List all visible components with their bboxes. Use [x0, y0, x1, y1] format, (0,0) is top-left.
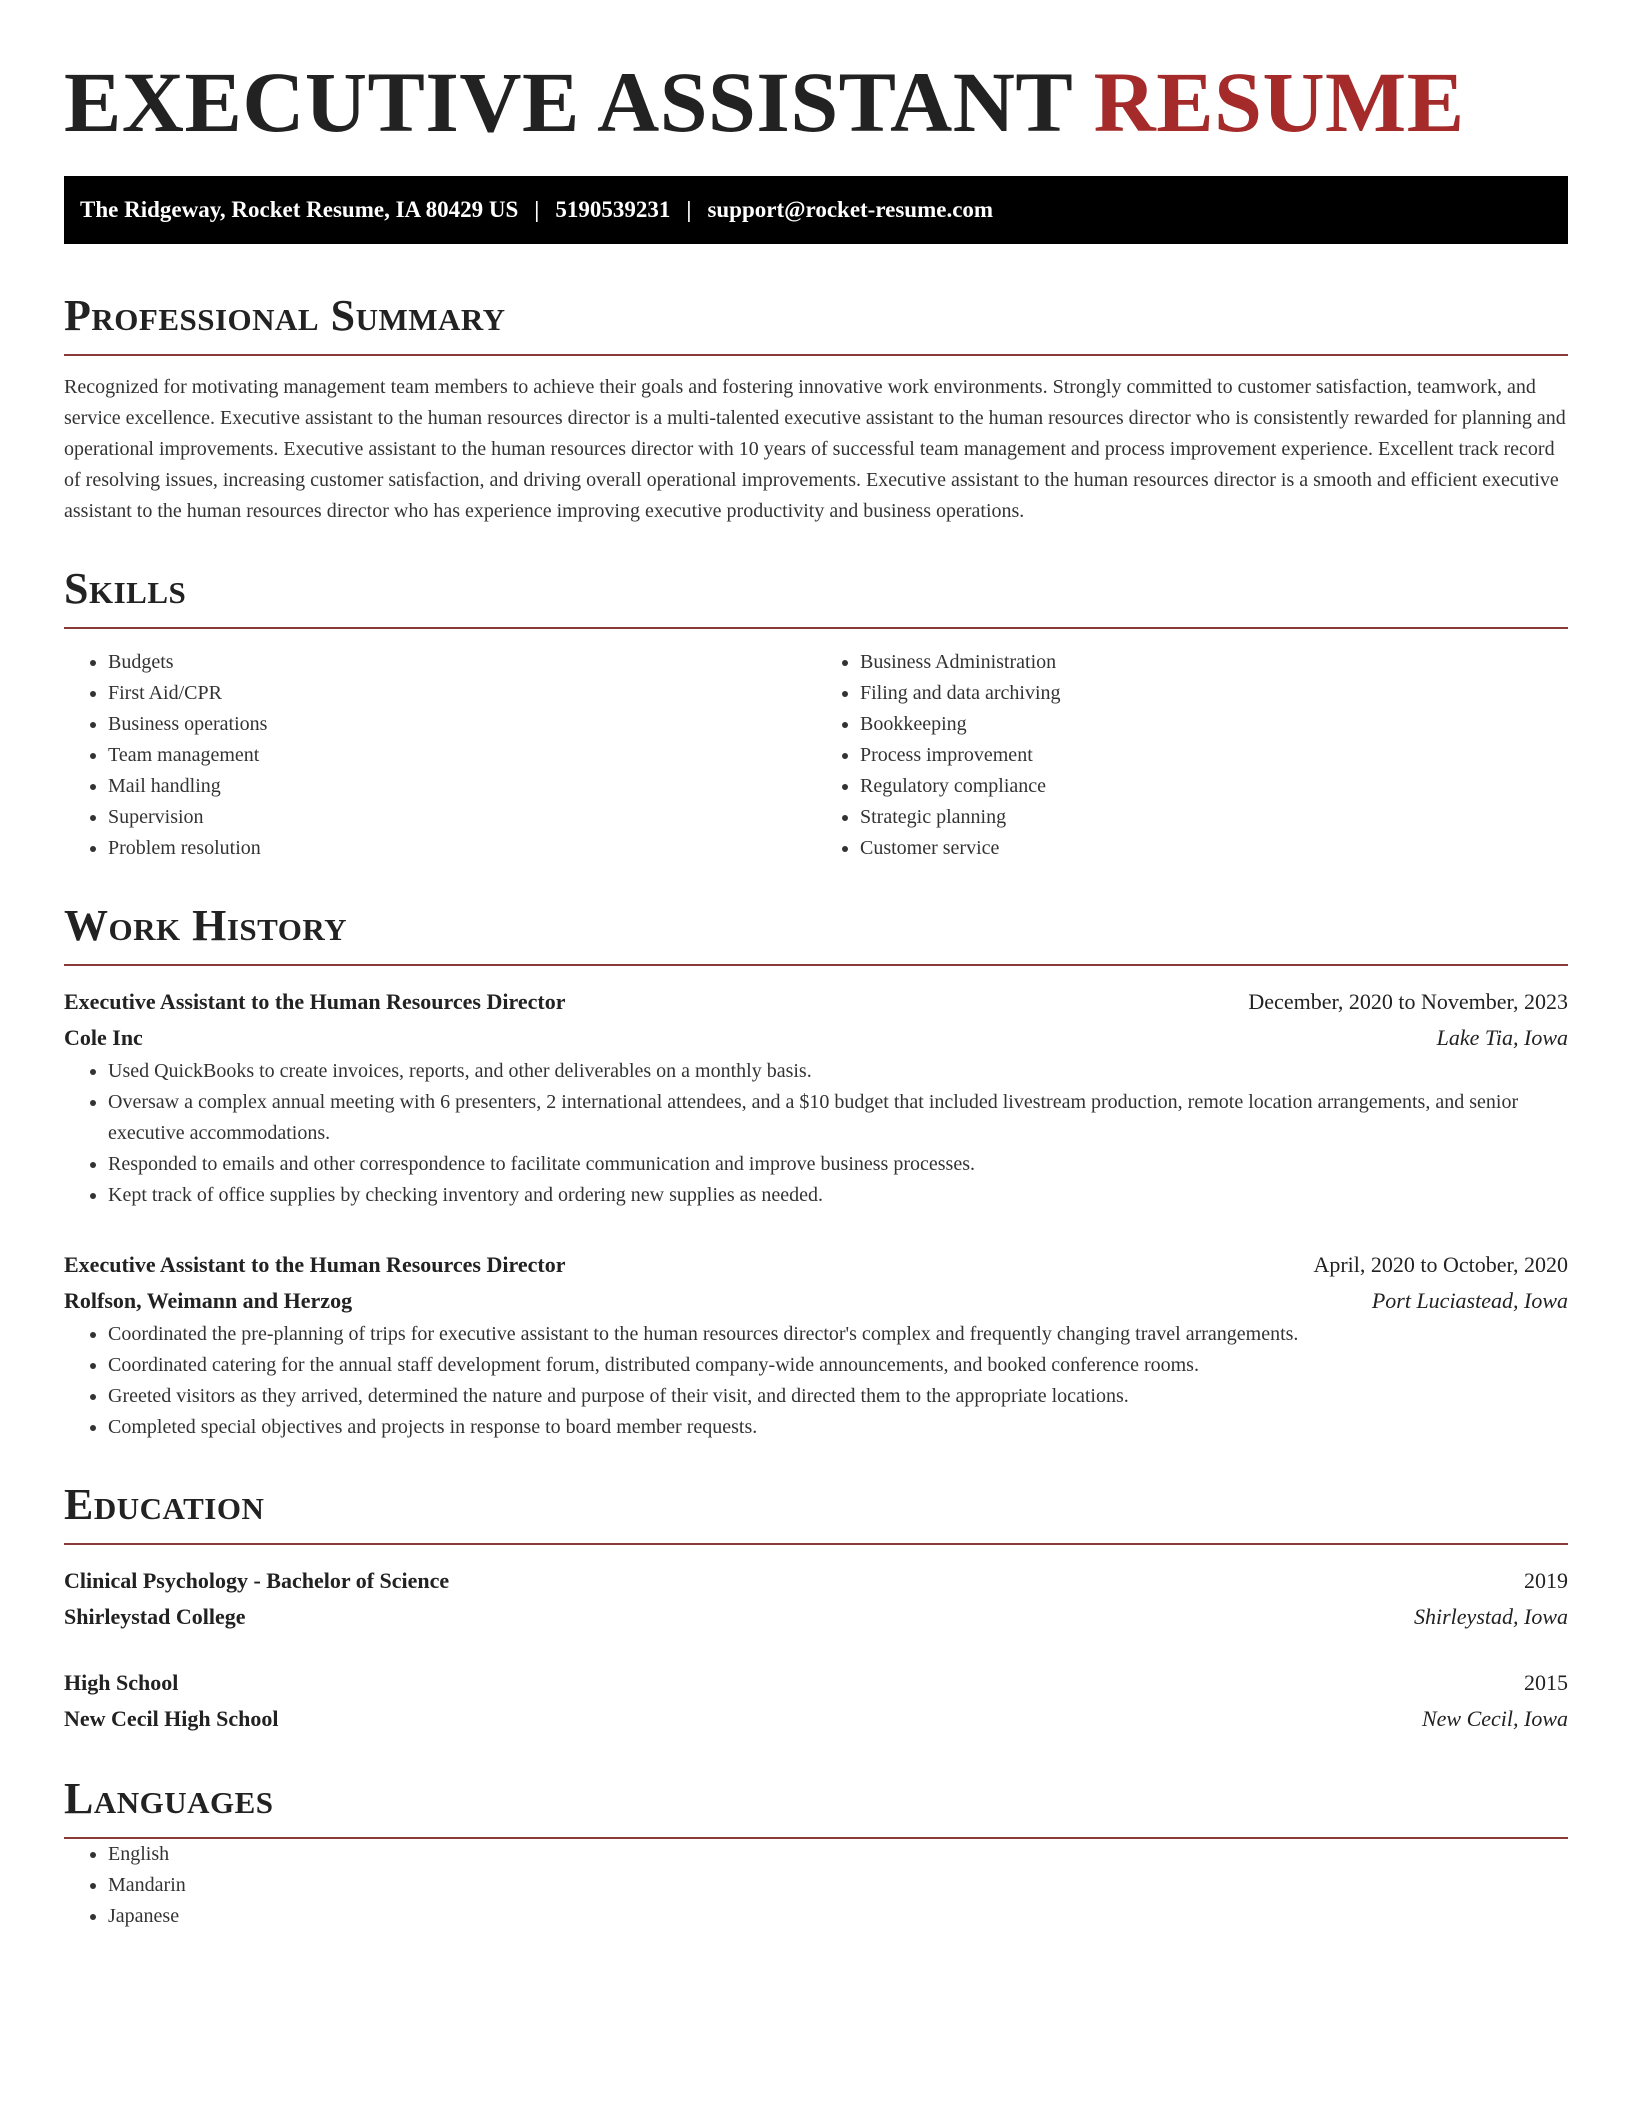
skills-column-left [64, 647, 816, 864]
job-title: Executive Assistant to the Human Resources Director [64, 1252, 566, 1277]
job-bullet: • Used QuickBooks to create invoices, reports, and other deliverables on a monthly basis. [108, 1056, 1568, 1087]
job-location: Lake Tia, Iowa [1436, 1025, 1568, 1050]
job-bullet: • Responded to emails and other correspondence to facilitate communication and improve business processes. [108, 1149, 1568, 1180]
job-bullet: • Coordinated catering for the annual staff development forum, distributed company-wide announcements, and booked conference rooms. [108, 1350, 1568, 1381]
contact-separator: | [686, 197, 692, 222]
contact-phone: 5190539231 [555, 197, 671, 222]
skills-section [64, 561, 1568, 864]
job-company: Rolfson, Weimann and Herzog [64, 1288, 353, 1313]
job-dates: December, 2020 to November, 2023 [1248, 989, 1568, 1014]
languages-section [64, 1771, 1568, 1932]
contact-bar [64, 176, 1568, 244]
education-degree-row [64, 1563, 1568, 1599]
skill-item: • Customer service [860, 833, 1568, 864]
section-heading-education: Education [64, 1477, 1568, 1545]
language-item: • Japanese [108, 1901, 1568, 1932]
job-location: Port Luciastead, Iowa [1371, 1288, 1568, 1313]
summary-text: Recognized for motivating management team members to achieve their goals and fostering innovative work environments. Strongly committed to customer satisfaction, teamwork, and service excellence. Executive assistant to the human resources director is a multi-talented executive assistant to the human resources director who is consistently rewarded for planning and operational improvements. Executive assistant to the human resources director with 10 years of successful team management and process improvement experience. Excellent track record of resolving issues, increasing customer satisfaction, and driving overall operational improvements. Executive assistant to the human resources director is a smooth and efficient executive assistant to the human resources director who has experience improving executive productivity and business operations. [64, 376, 1566, 522]
education-entry [64, 1563, 1568, 1635]
job-company: Cole Inc [64, 1025, 143, 1050]
section-heading-skills: Skills [64, 561, 1568, 629]
job-bullet-list [64, 1319, 1568, 1443]
job-bullet: • Kept track of office supplies by checking inventory and ordering new supplies as needed. [108, 1180, 1568, 1211]
resume-title [64, 0, 1568, 152]
education-school: Shirleystad College [64, 1604, 246, 1629]
skill-item: • Supervision [108, 802, 816, 833]
skill-item: • Business Administration [860, 647, 1568, 678]
contact-address: The Ridgeway, Rocket Resume, IA 80429 US [80, 197, 519, 222]
education-degree: High School [64, 1670, 179, 1695]
job-entry [64, 984, 1568, 1211]
job-title-row [64, 1247, 1568, 1283]
job-dates: April, 2020 to October, 2020 [1313, 1252, 1568, 1277]
education-school: New Cecil High School [64, 1706, 279, 1731]
education-degree-row [64, 1665, 1568, 1701]
skill-item: • Filing and data archiving [860, 678, 1568, 709]
professional-summary-section [64, 288, 1568, 527]
work-history-section [64, 898, 1568, 1443]
skill-item: • Process improvement [860, 740, 1568, 771]
education-school-row [64, 1701, 1568, 1737]
skill-item: • Business operations [108, 709, 816, 740]
education-school-row [64, 1599, 1568, 1635]
section-heading-summary: Professional Summary [64, 288, 1568, 356]
job-bullet: • Completed special objectives and projects in response to board member requests. [108, 1412, 1568, 1443]
contact-email[interactable]: support@rocket-resume.com [707, 197, 994, 222]
job-company-row [64, 1283, 1568, 1319]
title-accent: RESUME [1093, 54, 1465, 150]
title-main: EXECUTIVE ASSISTANT [64, 54, 1072, 150]
skills-column-right [816, 647, 1568, 864]
language-item: • English [108, 1839, 1568, 1870]
skill-item: • Mail handling [108, 771, 816, 802]
skill-item: • Strategic planning [860, 802, 1568, 833]
job-bullet-list [64, 1056, 1568, 1211]
skill-item: • Regulatory compliance [860, 771, 1568, 802]
job-bullet: • Oversaw a complex annual meeting with 6 presenters, 2 international attendees, and a $10 budget that included livestream production, remote location arrangements, and senior executive accommodations. [108, 1087, 1568, 1149]
job-entry [64, 1247, 1568, 1443]
section-heading-languages: Languages [64, 1771, 1568, 1839]
skill-item: • Budgets [108, 647, 816, 678]
education-section [64, 1477, 1568, 1737]
skills-grid [64, 647, 1568, 864]
education-entry [64, 1665, 1568, 1737]
education-location: Shirleystad, Iowa [1414, 1604, 1568, 1629]
education-location: New Cecil, Iowa [1421, 1706, 1568, 1731]
section-heading-work: Work History [64, 898, 1568, 966]
job-title-row [64, 984, 1568, 1020]
language-item: • Mandarin [108, 1870, 1568, 1901]
job-bullet: • Coordinated the pre-planning of trips for executive assistant to the human resources director's complex and frequently changing travel arrangements. [108, 1319, 1568, 1350]
education-degree: Clinical Psychology - Bachelor of Science [64, 1568, 450, 1593]
skill-item: • First Aid/CPR [108, 678, 816, 709]
education-year: 2019 [1524, 1568, 1568, 1593]
job-bullet: • Greeted visitors as they arrived, determined the nature and purpose of their visit, and directed them to the appropriate locations. [108, 1381, 1568, 1412]
skill-item: • Team management [108, 740, 816, 771]
education-year: 2015 [1524, 1670, 1568, 1695]
skill-item: • Problem resolution [108, 833, 816, 864]
languages-list [64, 1839, 1568, 1932]
skill-item: • Bookkeeping [860, 709, 1568, 740]
contact-separator: | [534, 197, 540, 222]
job-company-row [64, 1020, 1568, 1056]
job-title: Executive Assistant to the Human Resources Director [64, 989, 566, 1014]
